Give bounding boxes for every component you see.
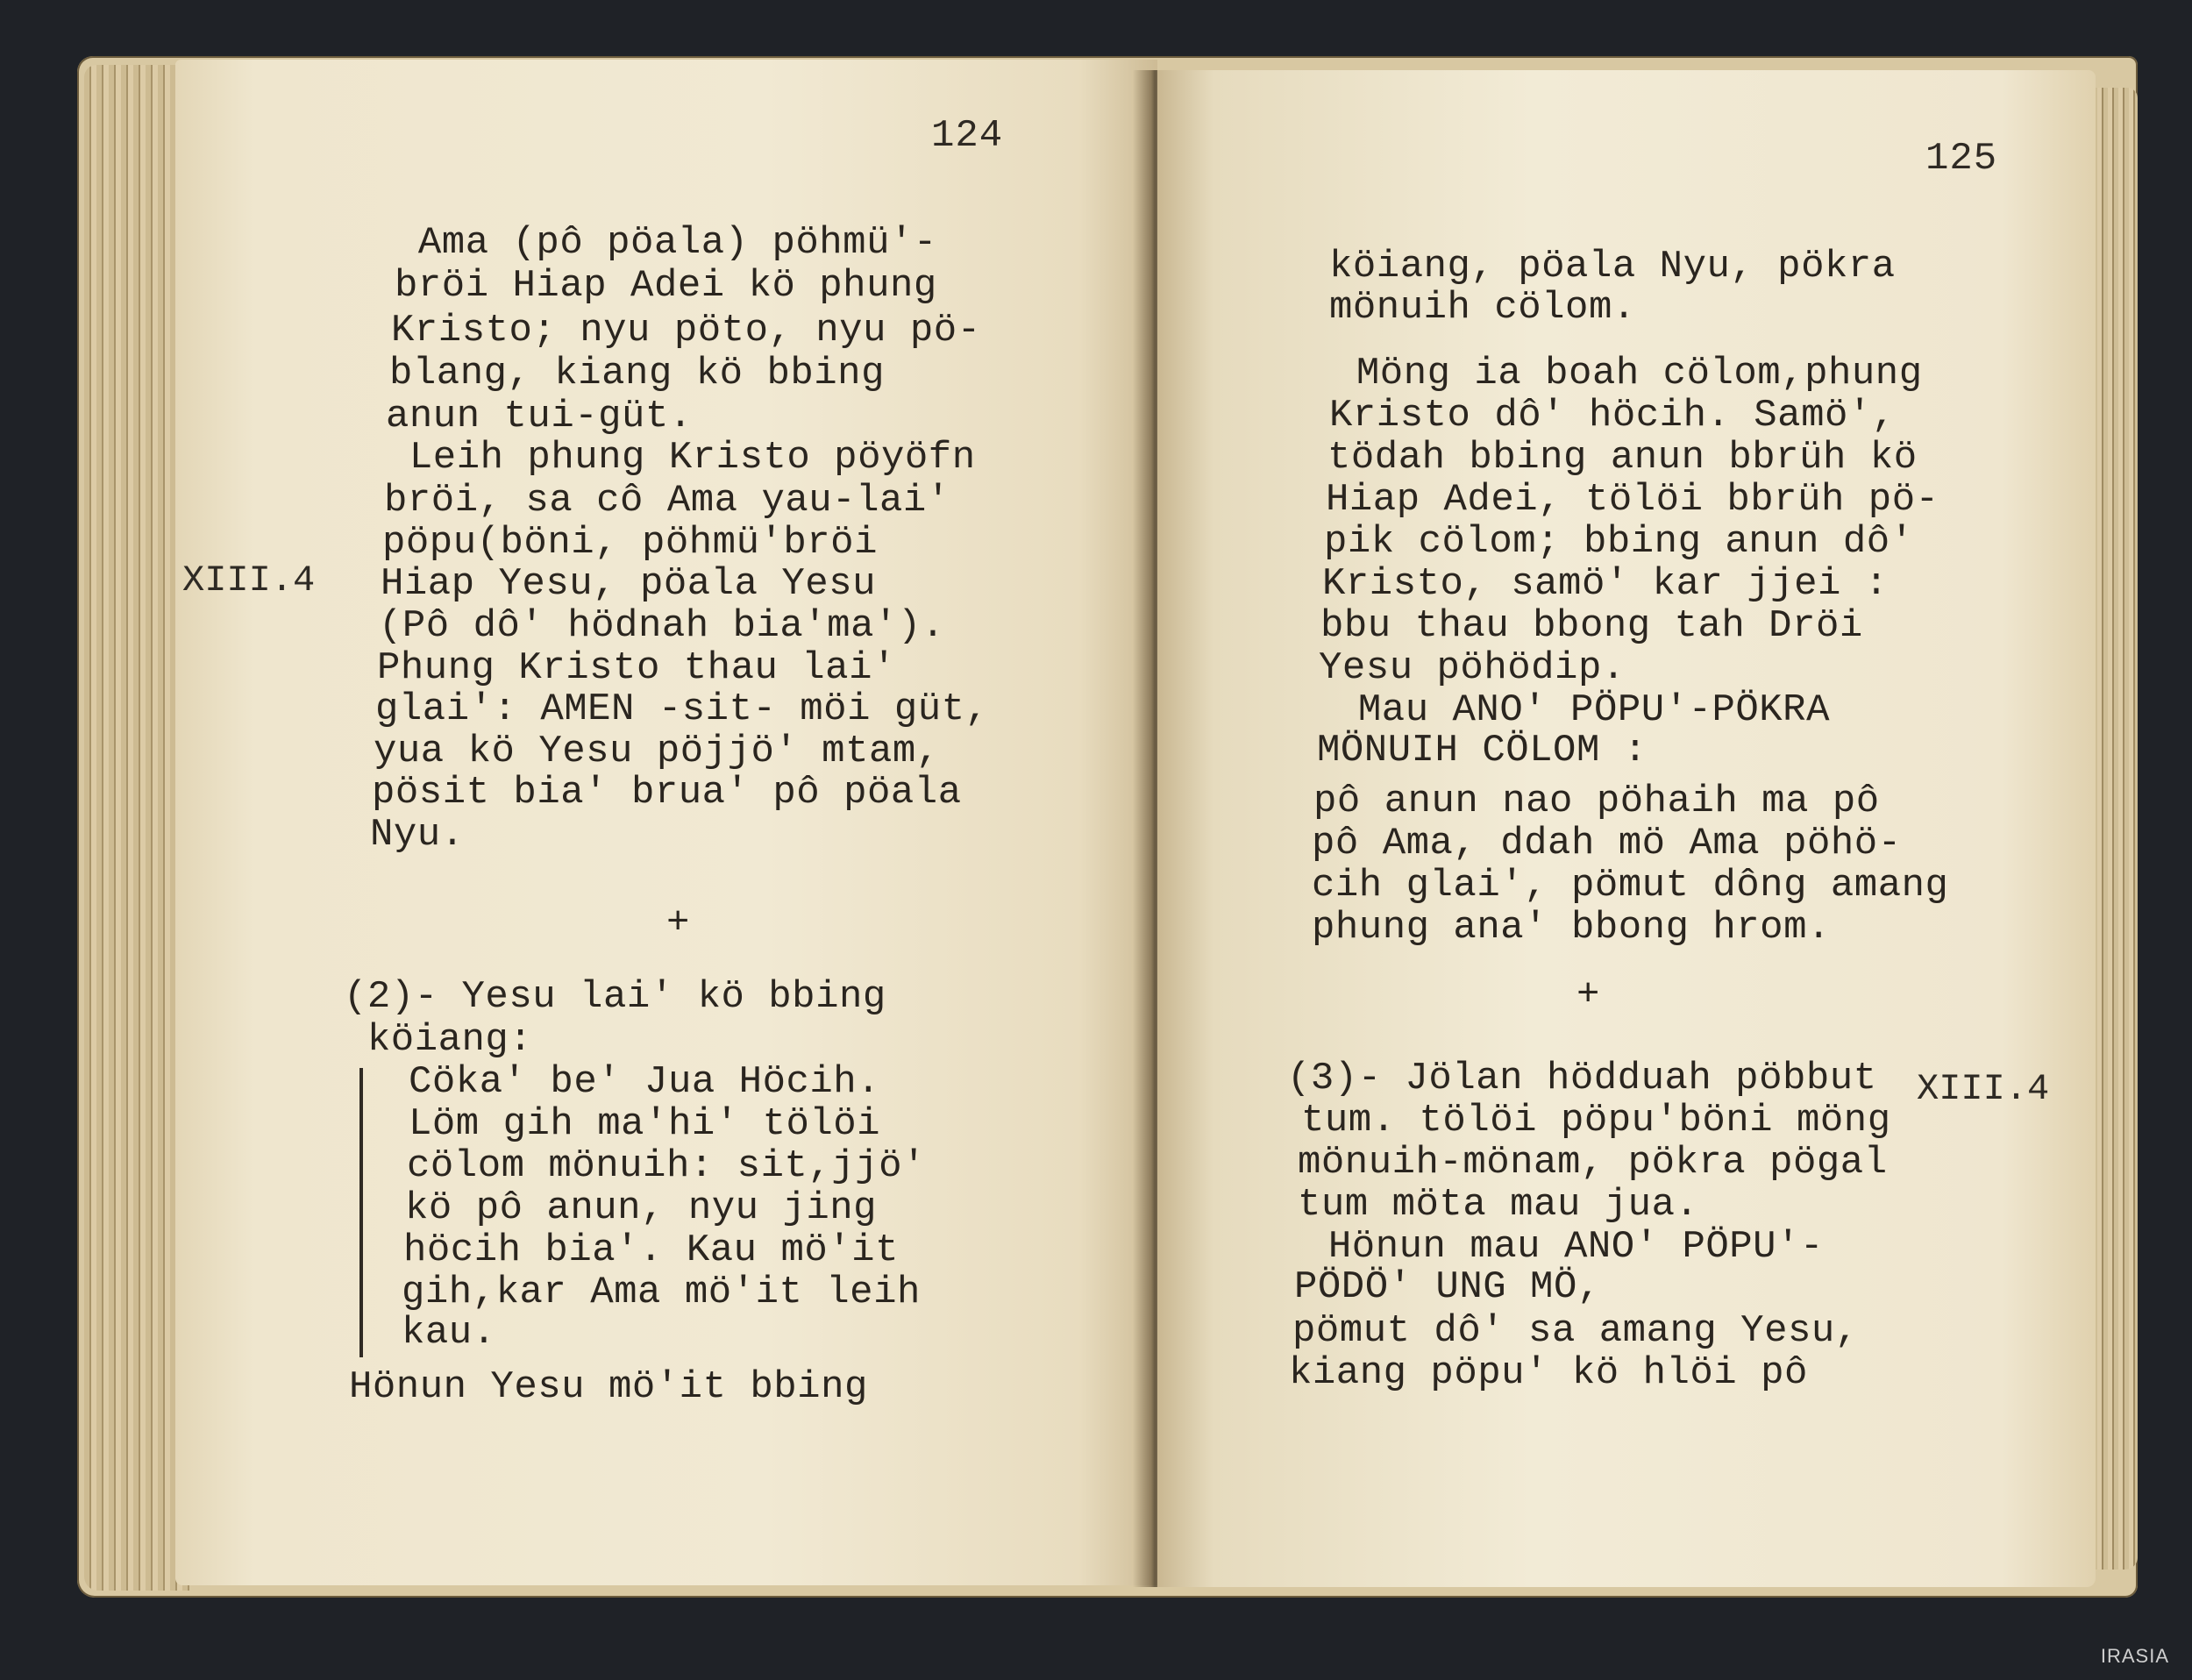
quote-line: gih,kar Ama mö'it leih [402,1271,921,1314]
section-separator: + [666,901,690,945]
text-line: Mau ANO' PÖPU'-PÖKRA [1334,688,1830,732]
text-line: Yesu pöhödip. [1319,646,1626,690]
text-line: Kristo, samö' kar jjei : [1322,562,1889,606]
quote-line: Löm gih ma'hi' tölöi [409,1102,881,1146]
margin-reference-right: XIII.4 [1917,1068,2050,1110]
page-number-left: 124 [931,114,1004,158]
text-line: blang, kiang kö bbing [389,352,885,395]
text-line: mönuih cölom. [1329,286,1636,330]
text-line: PÖDÖ' UNG MÖ, [1294,1265,1601,1309]
page-edges-left [84,65,189,1591]
text-line: Hönun mau ANO' PÖPU'- [1305,1225,1824,1269]
text-line: glai': AMEN -sit- möi güt, [375,687,989,731]
text-line: (Pô dô' hödnah bia'ma'). [379,604,945,648]
text-line: pösit bia' brua' pô pöala [372,771,962,815]
text-line: Hönun Yesu mö'it bbing [349,1365,868,1409]
page-number-right: 125 [1925,137,1998,181]
margin-reference-left: XIII.4 [182,559,316,602]
text-line: Hiap Yesu, pöala Yesu [381,562,876,606]
text-line: bröi, sa cô Ama yau-lai' [384,479,950,523]
watermark: IRASIA [2100,1645,2169,1667]
section-heading: (2)- Yesu lai' kö bbing [344,975,886,1019]
text-line: tum. tölöi pöpu'böni möng [1301,1099,1891,1143]
text-line: Kristo dô' höcih. Samö', [1329,394,1896,438]
text-line: cih glai', pömut dông amang [1312,864,1949,908]
text-line: bbu thau bbong tah Dröi [1320,604,1863,648]
text-line: Möng ia boah cölom,phung [1333,352,1923,395]
text-line: Leih phung Kristo pöyöfn [386,436,976,480]
text-line: pöpu(böni, pöhmü'bröi [382,521,878,565]
text-line: Ama (pô pöala) pöhmü'- [395,221,937,265]
text-line: Phung Kristo thau lai' [377,646,896,690]
section-separator: + [1576,973,1600,1017]
quote-line: Cöka' be' Jua Höcih. [409,1060,881,1104]
text-line: tödah bbing anun bbrüh kö [1327,436,1918,480]
text-line: MÖNUIH CÖLOM : [1317,729,1648,772]
left-page [175,60,1157,1585]
quote-line: höcih bia'. Kau mö'it [403,1228,899,1272]
text-line: köiang, pöala Nyu, pökra [1329,245,1896,288]
text-line: tum möta mau jua. [1298,1183,1699,1227]
text-line: bröi Hiap Adei kö phung [395,264,937,308]
section-heading: köiang: [344,1018,533,1062]
text-line: phung ana' bbong hrom. [1312,906,1831,950]
text-line: mönuih-mönam, pökra pögal [1298,1141,1888,1185]
text-line: pik cölom; bbing anun dô' [1324,520,1914,564]
quote-rule [359,1068,363,1357]
quote-line: kö pô anun, nyu jing [405,1186,878,1230]
text-line: Kristo; nyu pöto, nyu pö- [391,309,981,352]
text-line: pömut dô' sa amang Yesu, [1292,1309,1859,1353]
text-line: Hiap Adei, tölöi bbrüh pö- [1326,478,1939,522]
right-page [1157,70,2096,1587]
quote-line: cölom mönuih: sit,jjö' [407,1144,926,1188]
text-line: yua kö Yesu pöjjö' mtam, [374,730,940,773]
text-line: anun tui-güt. [386,395,693,438]
text-line: Nyu. [370,813,465,857]
text-line: pô anun nao pöhaih ma pô [1313,779,1880,823]
text-line: pô Ama, ddah mö Ama pöhö- [1312,822,1902,865]
section-heading: (3)- Jölan hödduah pöbbut [1287,1057,1877,1100]
quote-line: kau. [402,1311,496,1355]
text-line: kiang pöpu' kö hlöi pô [1289,1351,1808,1395]
